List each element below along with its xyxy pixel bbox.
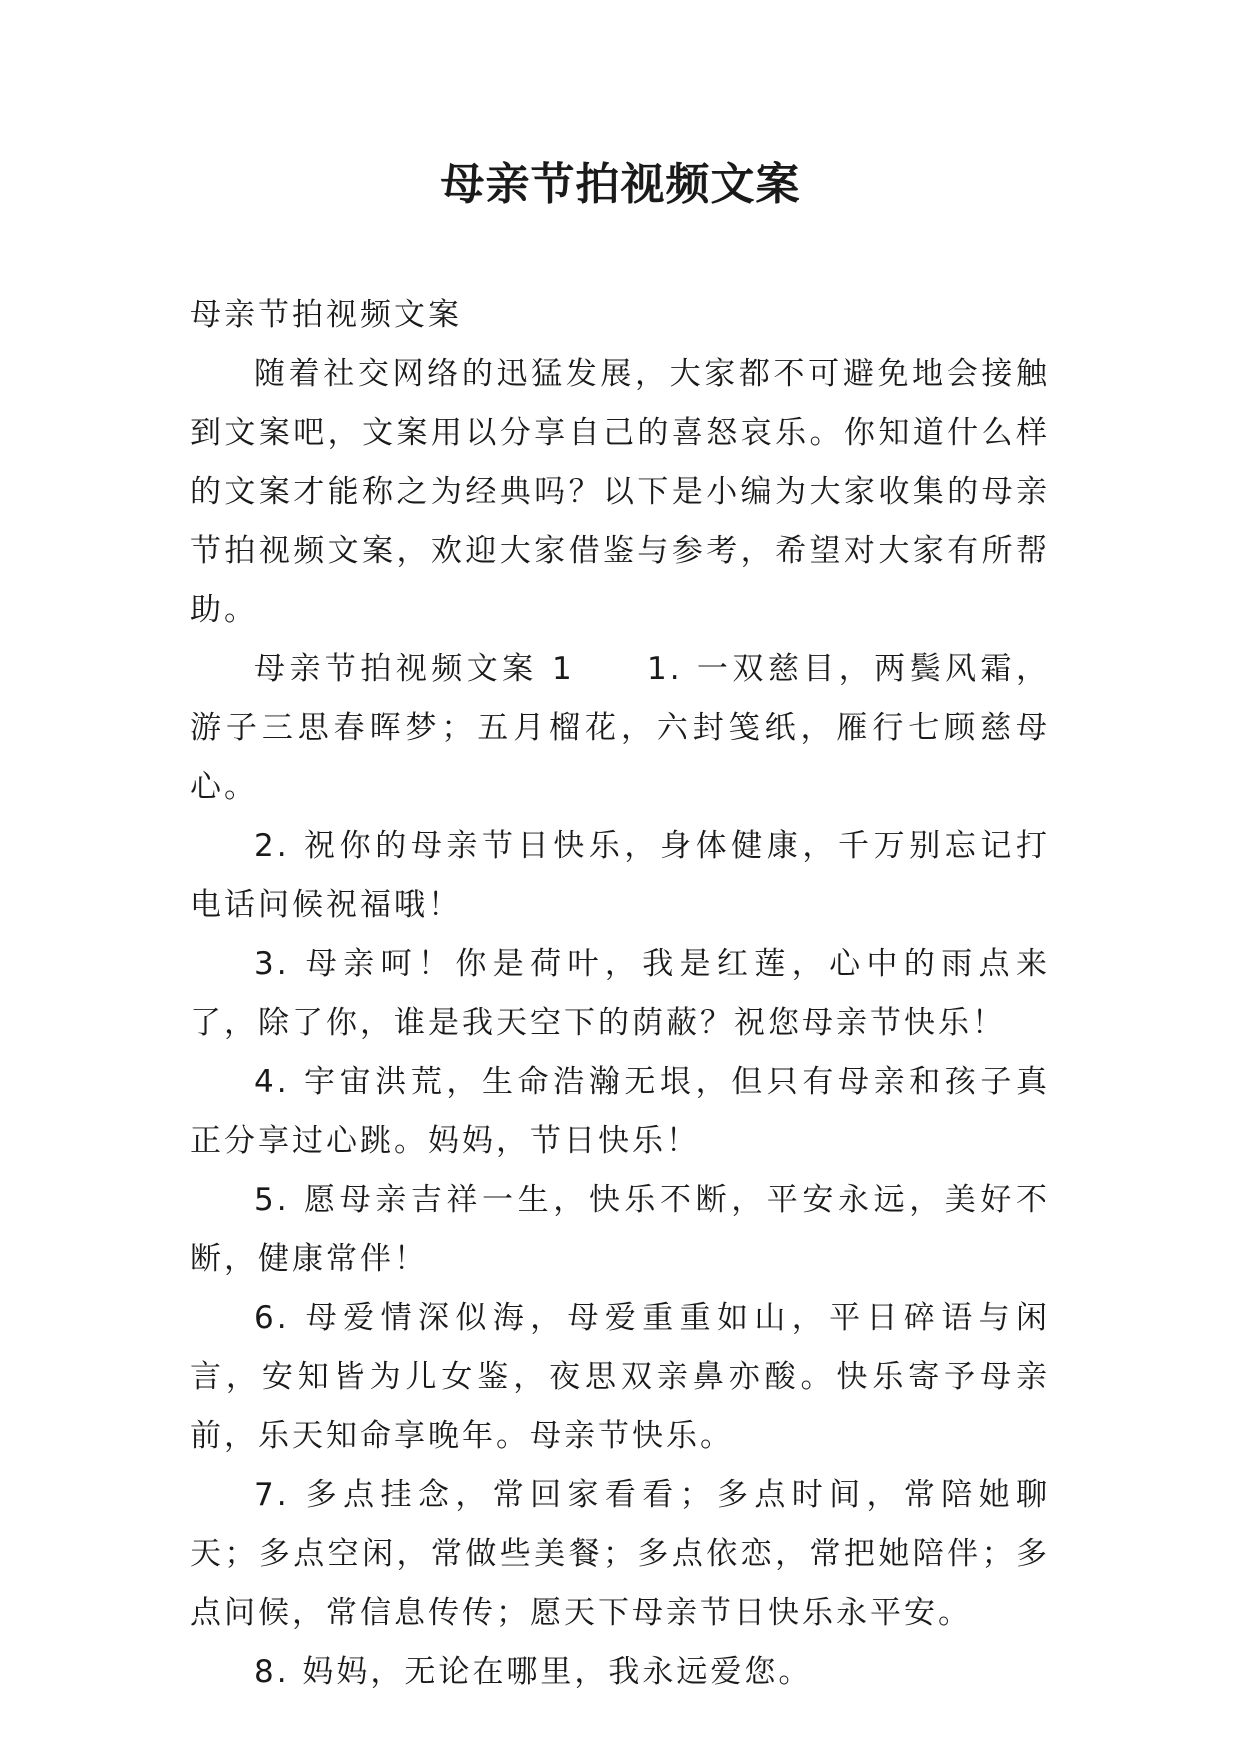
list-item: 2. 祝你的母亲节日快乐，身体健康，千万别忘记打电话问候祝福哦！ [190,828,1050,923]
subtitle-paragraph: 母亲节拍视频文案 [190,297,462,333]
list-item: 母亲节拍视频文案 1 1. 一双慈目，两鬓风霜，游子三思春晖梦；五月榴花，六封笺纸，雁行七顾慈母心。 [190,651,1050,805]
list-item: 7. 多点挂念，常回家看看；多点时间，常陪她聊天；多点空闲，常做些美餐；多点依恋，常把她陪伴；多点问候，常信息传传；愿天下母亲节日快乐永平安。 [190,1477,1050,1631]
document-title: 母亲节拍视频文案 [440,159,801,210]
list-item: 3. 母亲呵！你是荷叶，我是红莲，心中的雨点来了，除了你，谁是我天空下的荫蔽？祝您母亲节快乐！ [190,946,1050,1041]
list-item: 5. 愿母亲吉祥一生，快乐不断，平安永远，美好不断，健康常伴！ [190,1182,1050,1277]
intro-paragraph: 随着社交网络的迅猛发展，大家都不可避免地会接触到文案吧，文案用以分享自己的喜怒哀乐。你知道什么样的文案才能称之为经典吗？以下是小编为大家收集的母亲节拍视频文案，欢迎大家借鉴与参考，希望对大家有所帮助。 [190,356,1050,628]
list-item: 8. 妈妈，无论在哪里，我永远爱您。 [254,1654,813,1690]
document-body [190,286,1050,1702]
list-item: 4. 宇宙洪荒，生命浩瀚无垠，但只有母亲和孩子真正分享过心跳。妈妈，节日快乐！ [190,1064,1050,1159]
list-item: 6. 母爱情深似海，母爱重重如山，平日碎语与闲言，安知皆为儿女鉴，夜思双亲鼻亦酸。快乐寄予母亲前，乐天知命享晚年。母亲节快乐。 [190,1300,1050,1454]
